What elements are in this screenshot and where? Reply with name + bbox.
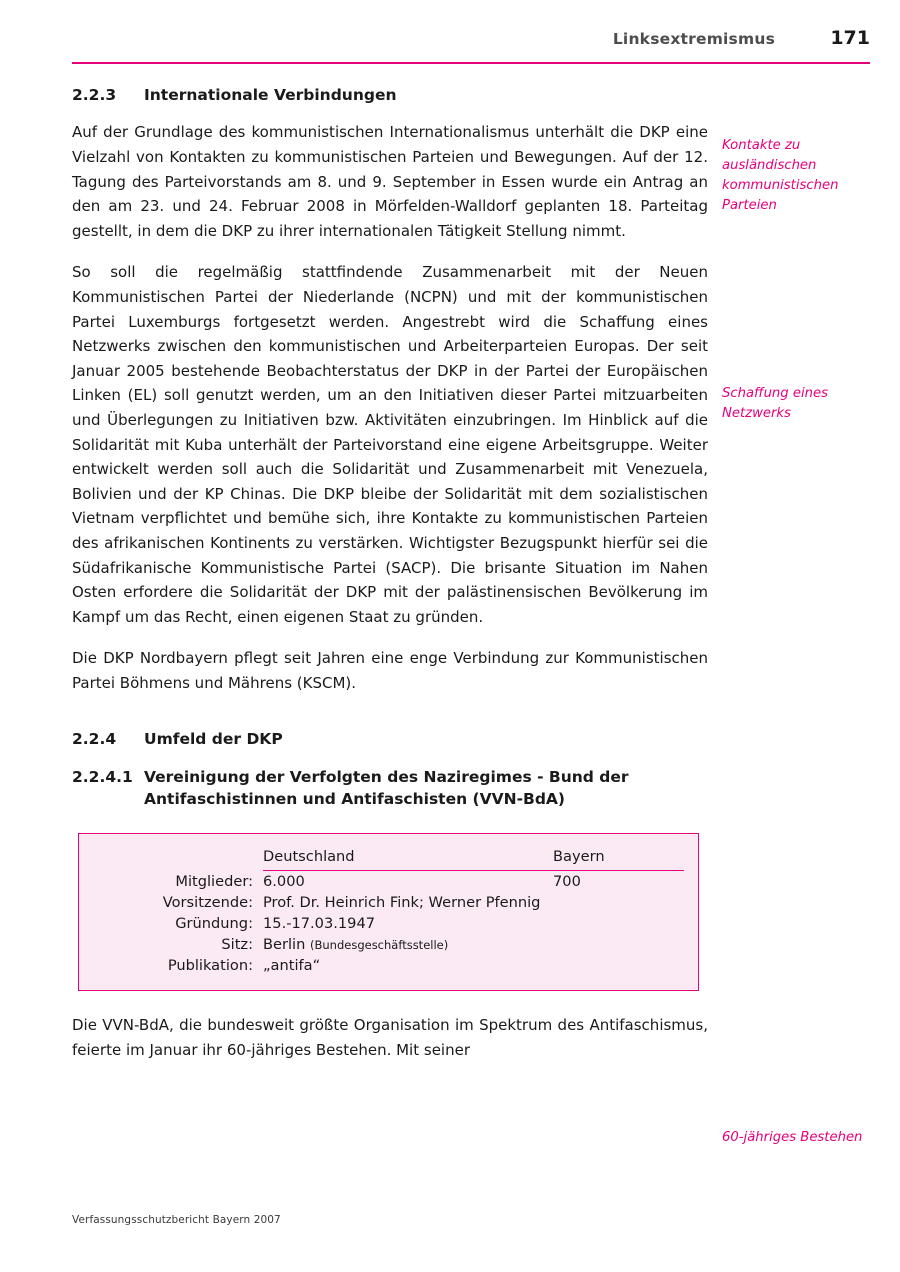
- section-title-2241-line2: Antifaschistinnen und Antifaschisten (VVN-BdA): [144, 790, 566, 809]
- header-chapter-title: Linksextremismus: [612, 30, 775, 48]
- page-footer: Verfassungsschutzbericht Bayern 2007: [72, 1214, 281, 1226]
- row-label-chairs: Vorsitzende:: [162, 893, 253, 911]
- table-header-row: [93, 846, 684, 871]
- row-value-members-germany: 6.000: [263, 872, 305, 890]
- table-row: [93, 934, 684, 955]
- row-value-seat-city: Berlin: [263, 935, 306, 953]
- main-content: [72, 84, 708, 1079]
- section-title-2241: [144, 766, 629, 811]
- row-value-seat: [263, 934, 684, 955]
- paragraph-1: Auf der Grundlage des kommunistischen Internationalismus unterhält die DKP eine Vielzahl von Kontakten zu kommunistischen Parteien und Bewegungen. Auf der 12. Tagung des Parteivorstands am 8. und 9. September in Essen wurde ein Antrag an den am 23. und 24. Februar 2008 in Mörfelden-Walldorf geplanten 18. Parteitag gestellt, in dem die DKP zu ihrer internationalen Tätigkeit Stellung nimmt.: [72, 123, 708, 240]
- paragraph-3: Die DKP Nordbayern pflegt seit Jahren eine enge Verbindung zur Kommunistischen Partei Böhmens und Mährens (KSCM).: [72, 649, 708, 692]
- column-header-label: [93, 846, 263, 871]
- section-title-223: Internationale Verbindungen: [144, 86, 397, 104]
- row-label-publication: Publikation:: [167, 956, 253, 974]
- row-label-founded: Gründung:: [175, 914, 253, 932]
- section-title-2241-line1: Vereinigung der Verfolgten des Naziregimes - Bund der: [144, 768, 629, 786]
- section-heading-224: [72, 728, 708, 750]
- column-header-germany: Deutschland: [263, 846, 553, 871]
- page-header: [72, 27, 870, 66]
- row-label-seat: Sitz:: [221, 935, 253, 953]
- margin-note-1: Kontakte zu ausländischen kommunistischen Parteien: [722, 138, 839, 214]
- section-number-224: 2.2.4: [72, 729, 117, 748]
- row-value-founded: 15.-17.03.1947: [263, 914, 376, 932]
- header-divider: [72, 62, 870, 64]
- row-value-seat-note: (Bundesgeschäftsstelle): [310, 937, 449, 952]
- paragraph-2: So soll die regelmäßig stattfindende Zusammenarbeit mit der Neuen Kommunistischen Partei der Niederlande (NCPN) und mit der kommunistischen Partei Luxemburgs fortgesetzt werden. Angestrebt wird die Schaffung eines Netzwerks zwischen den kommunistischen und Arbeiterparteien Europas. Der seit Januar 2005 bestehende Beobachterstatus der DKP in der Partei der Europäischen Linken (EL) soll genutzt werden, um an den Initiativen dieser Partei mitzuarbeiten und Überlegungen zu Initiativen bzw. Aktivitäten einzubringen. Im Hinblick auf die Solidarität mit Kuba unterhält der Parteivorstand eine eigene Arbeitsgruppe. Weiter entwickelt werden soll auch die Solidarität und Zusammenarbeit mit Venezuela, Bolivien und der KP Chinas. Die DKP bleibe der Solidarität mit dem sozialistischen Vietnam verpflichtet und bemühe sich, ihre Kontakte zu kommunistischen Parteien des afrikanischen Kontinents zu verstärken. Wichtigster Bezugspunkt hierfür sei die Südafrikanische Kommunistische Partei (SACP). Die brisante Situation im Nahen Osten erfordere die Solidarität der DKP mit der palästinensischen Bevölkerung im Kampf um das Recht, einen eigenen Staat zu gründen.: [72, 263, 708, 626]
- row-label-members: Mitglieder:: [175, 872, 253, 890]
- table-row: [93, 892, 684, 913]
- section-number-2241: 2.2.4.1: [72, 768, 133, 786]
- margin-note-2: Schaffung eines Netzwerks: [722, 386, 828, 422]
- table-row: [93, 913, 684, 934]
- organization-info-box: [78, 833, 699, 991]
- organization-info-table: [93, 846, 684, 976]
- header-page-number: 171: [830, 27, 870, 49]
- section-title-224: Umfeld der DKP: [144, 729, 283, 748]
- section-number-223: 2.2.3: [72, 86, 117, 104]
- paragraph-4: Die VVN-BdA, die bundesweit größte Organisation im Spektrum des Antifaschismus, feierte im Januar ihr 60-jähriges Bestehen. Mit seiner: [72, 1015, 708, 1059]
- table-row: [93, 955, 684, 976]
- margin-note-3: 60-jähriges Bestehen: [722, 1130, 863, 1145]
- section-heading-2241: [72, 766, 708, 811]
- column-header-bavaria: Bayern: [553, 846, 684, 871]
- row-value-chairs: Prof. Dr. Heinrich Fink; Werner Pfennig: [263, 893, 541, 911]
- table-row: [93, 870, 684, 892]
- row-value-members-bavaria: 700: [553, 872, 581, 890]
- row-value-publication: „antifa“: [263, 956, 321, 974]
- section-heading-223: [72, 84, 708, 106]
